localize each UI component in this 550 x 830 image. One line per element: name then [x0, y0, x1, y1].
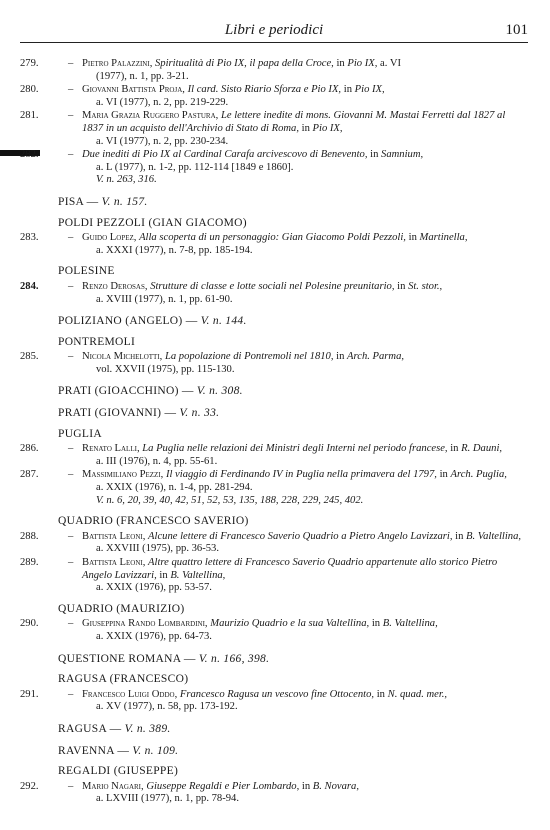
- entry-journal: B. Novara,: [312, 780, 359, 792]
- entry-number: 279.: [20, 58, 39, 69]
- entry-dash: –: [68, 280, 74, 292]
- entry-journal: B. Valtellina,: [170, 569, 226, 581]
- section-heading: [20, 673, 528, 686]
- section-heading: [20, 217, 528, 230]
- entry-citation: a. VI (1977), n. 2, pp. 219-229.: [96, 96, 229, 108]
- section-heading: [20, 603, 528, 616]
- entry-citation: a. XXVIII (1975), pp. 36-53.: [96, 543, 219, 555]
- entry-in: in: [370, 149, 379, 161]
- section-name: PISA —: [58, 195, 99, 208]
- entry-title: La popolazione di Pontremoli nel 1810,: [164, 351, 334, 363]
- section-name: POLIZIANO (ANGELO) —: [58, 315, 198, 328]
- entry-journal: Arch. Puglia,: [450, 469, 507, 481]
- bibliography-entry: [20, 351, 528, 376]
- section-reference: V. n. 308.: [196, 385, 243, 398]
- entry-in: in: [439, 469, 448, 481]
- entry-dash: –: [68, 688, 74, 700]
- bibliography-entry: [20, 443, 528, 468]
- section-name: PONTREMOLI: [58, 335, 136, 348]
- section-heading: [20, 385, 528, 398]
- section-reference: V. n. 166, 398.: [198, 652, 270, 665]
- section-heading: [20, 336, 528, 349]
- entry-number: 291.: [20, 688, 39, 700]
- entry-citation: a. III (1976), n. 4, pp. 55-61.: [96, 455, 218, 467]
- section-heading: [20, 745, 528, 758]
- bibliography-entry: [20, 232, 528, 257]
- entry-in: in: [450, 443, 459, 455]
- entry-citation: a. XXIX (1976), pp. 53-57.: [96, 582, 212, 594]
- entry-citation: (1977), n. 1, pp. 3-21.: [96, 70, 189, 82]
- section-name: RAVENNA —: [58, 744, 130, 757]
- entry-author: Francesco Luigi Oddo,: [82, 688, 178, 700]
- entry-tail: a. VI: [380, 58, 402, 69]
- bibliography-list: [20, 58, 528, 807]
- bibliography-entry: [20, 149, 528, 187]
- section-heading: [20, 196, 528, 209]
- entry-journal: B. Valtellina,: [466, 530, 522, 542]
- entry-in: in: [343, 84, 352, 96]
- entry-in: in: [336, 351, 345, 363]
- entry-title: Le lettere inedite di mons. Giovanni M. Mastai Ferretti dal 1827 al 1837 in un acquisto dell'Archivio di Stato di Roma,: [82, 110, 506, 134]
- entry-dash: –: [68, 557, 74, 568]
- entry-dash: –: [68, 469, 74, 481]
- entry-number: 287.: [20, 469, 39, 481]
- entry-title: Giuseppe Regaldi e Pier Lombardo,: [146, 780, 300, 792]
- section-name: RAGUSA —: [58, 722, 122, 735]
- running-title: Libri e periodici: [224, 22, 324, 38]
- entry-author: Giuseppina Rando Lombardini,: [82, 618, 208, 630]
- section-reference: V. n. 109.: [132, 744, 179, 757]
- entry-number: 285.: [20, 351, 39, 363]
- entry-in: in: [408, 232, 417, 244]
- entry-title: Strutture di classe e lotte sociali nel Polesine preunitario,: [150, 280, 395, 292]
- entry-dash: –: [68, 110, 74, 122]
- entry-citation: a. LXVIII (1977), n. 1, pp. 78-94.: [96, 793, 239, 805]
- entry-author: Guido Lopez,: [82, 232, 137, 244]
- entry-in: in: [301, 780, 311, 792]
- section-name: QUADRIO (MAURIZIO): [58, 602, 185, 615]
- entry-number: 284.: [20, 280, 39, 292]
- entry-citation: a. VI (1977), n. 2, pp. 230-234.: [96, 135, 229, 147]
- bibliography-entry: [20, 531, 528, 556]
- entry-dash: –: [68, 149, 74, 161]
- entry-dash: –: [68, 232, 74, 244]
- entry-in: in: [376, 688, 385, 700]
- entry-number: 288.: [20, 530, 39, 542]
- section-name: PUGLIA: [58, 427, 102, 440]
- entry-title: La Puglia nelle relazioni dei Ministri degli Interni nel periodo francese,: [142, 443, 448, 455]
- section-name: QUESTIONE ROMANA —: [58, 652, 196, 665]
- entry-author: Renzo Derosas,: [82, 280, 148, 292]
- entry-number: 290.: [20, 618, 39, 630]
- entry-author: Mario Nagari,: [82, 780, 144, 792]
- section-reference: V. n. 144.: [200, 315, 247, 328]
- entry-journal: B. Valtellina,: [382, 618, 438, 630]
- section-heading: [20, 428, 528, 441]
- section-name: POLESINE: [58, 265, 115, 278]
- bibliography-entry: [20, 58, 528, 83]
- entry-citation: a. XXIX (1976), pp. 64-73.: [96, 630, 212, 642]
- section-heading: [20, 265, 528, 278]
- entry-author: Battista Leoni,: [82, 557, 146, 568]
- entry-in: in: [159, 569, 168, 581]
- bibliography-entry: [20, 689, 528, 714]
- entry-title: Il card. Sisto Riario Sforza e Pio IX,: [187, 84, 342, 96]
- entry-dash: –: [68, 443, 74, 455]
- entry-title: Due inediti di Pio IX al Cardinal Carafa arcivescovo di Benevento,: [82, 149, 368, 161]
- entry-journal: St. stor.,: [408, 280, 443, 292]
- entry-cross-reference: V. n. 6, 20, 39, 40, 42, 51, 52, 53, 135, 188, 228, 229, 245, 402.: [96, 494, 364, 506]
- entry-author: Battista Leoni,: [82, 530, 146, 542]
- entry-citation: a. XVIII (1977), n. 1, pp. 61-90.: [96, 293, 233, 305]
- entry-title: Francesco Ragusa un vescovo fine Ottocento,: [179, 688, 375, 700]
- entry-author: Nicola Michelotti,: [82, 351, 163, 363]
- entry-number: 280.: [20, 84, 39, 96]
- entry-cross-reference: V. n. 263, 316.: [96, 174, 157, 186]
- section-name: REGALDI (GIUSEPPE): [58, 765, 179, 778]
- section-name: POLDI PEZZOLI (GIAN GIACOMO): [58, 216, 247, 229]
- section-name: QUADRIO (FRANCESCO SAVERIO): [58, 515, 249, 528]
- entry-journal: Arch. Parma,: [347, 351, 405, 363]
- bibliography-entry: [20, 469, 528, 507]
- entry-dash: –: [68, 58, 74, 69]
- bibliography-entry: [20, 110, 528, 148]
- entry-author: Pietro Palazzini,: [82, 58, 153, 69]
- bibliography-entry: [20, 618, 528, 643]
- section-name: PRATI (GIOVANNI) —: [58, 407, 177, 420]
- bibliography-entry: [20, 281, 528, 306]
- entry-dash: –: [68, 84, 74, 96]
- section-reference: V. n. 33.: [179, 407, 220, 420]
- entry-in: in: [301, 122, 310, 134]
- entry-journal: Pio IX,: [312, 122, 343, 134]
- entry-in: in: [455, 530, 464, 542]
- section-heading: [20, 723, 528, 736]
- entry-in: in: [371, 618, 381, 630]
- section-heading: [20, 315, 528, 328]
- entry-dash: –: [68, 618, 74, 630]
- entry-title: Alla scoperta di un personaggio: Gian Giacomo Poldi Pezzoli,: [139, 232, 406, 244]
- entry-in: in: [336, 58, 345, 69]
- entry-citation: a. XXXI (1977), n. 7-8, pp. 185-194.: [96, 244, 253, 256]
- entry-citation: a. XXIX (1976), n. 1-4, pp. 281-294.: [96, 482, 253, 494]
- section-heading: [20, 407, 528, 420]
- entry-citation: vol. XXVII (1975), pp. 115-130.: [96, 363, 235, 375]
- bibliography-entry: [20, 84, 528, 109]
- page-number: 101: [505, 22, 528, 38]
- entry-number: 281.: [20, 110, 39, 122]
- entry-author: Renato Lalli,: [82, 443, 140, 455]
- entry-journal: Pio IX,: [354, 84, 385, 96]
- section-name: PRATI (GIOACCHINO) —: [58, 385, 194, 398]
- section-heading: [20, 653, 528, 666]
- section-heading: [20, 765, 528, 778]
- entry-number: 286.: [20, 443, 39, 455]
- entry-number: 289.: [20, 557, 39, 568]
- entry-title: Spiritualità di Pio IX, il papa della Croce,: [155, 58, 334, 69]
- entry-title: Il viaggio di Ferdinando IV in Puglia nella primavera del 1797,: [165, 469, 437, 481]
- entry-number: 283.: [20, 232, 39, 244]
- entry-journal: N. quad. mer.,: [387, 688, 448, 700]
- entry-journal: Samnium,: [381, 149, 424, 161]
- entry-number: 282.: [20, 149, 39, 161]
- entry-author: Maria Grazia Ruggero Pastura,: [82, 110, 219, 122]
- entry-in: in: [397, 280, 406, 292]
- bibliography-entry: [20, 781, 528, 806]
- entry-journal: Pio IX,: [347, 58, 378, 69]
- bibliography-entry: [20, 557, 528, 595]
- entry-number: 292.: [20, 780, 39, 792]
- section-heading: [20, 515, 528, 528]
- entry-title: Maurizio Quadrio e la sua Valtellina,: [210, 618, 370, 630]
- entry-dash: –: [68, 780, 74, 792]
- entry-author: Giovanni Battista Proja,: [82, 84, 185, 96]
- entry-dash: –: [68, 351, 74, 363]
- entry-title: Alcune lettere di Francesco Saverio Quadrio a Pietro Angelo Lavizzari,: [148, 530, 453, 542]
- running-header: [20, 22, 528, 43]
- section-reference: V. n. 389.: [124, 722, 171, 735]
- entry-journal: Martinella,: [419, 232, 468, 244]
- section-reference: V. n. 157.: [101, 195, 148, 208]
- entry-citation: a. L (1977), n. 1-2, pp. 112-114 [1849 e 1860].: [96, 161, 294, 173]
- entry-dash: –: [68, 530, 74, 542]
- entry-citation: a. XV (1977), n. 58, pp. 173-192.: [96, 701, 238, 713]
- entry-author: Massimiliano Pezzi,: [82, 469, 164, 481]
- entry-title: Altre quattro lettere di Francesco Saverio Quadrio appartenute allo storico Pietro Angelo Lavizzari,: [82, 557, 498, 581]
- entry-journal: R. Dauni,: [461, 443, 503, 455]
- section-name: RAGUSA (FRANCESCO): [58, 673, 189, 686]
